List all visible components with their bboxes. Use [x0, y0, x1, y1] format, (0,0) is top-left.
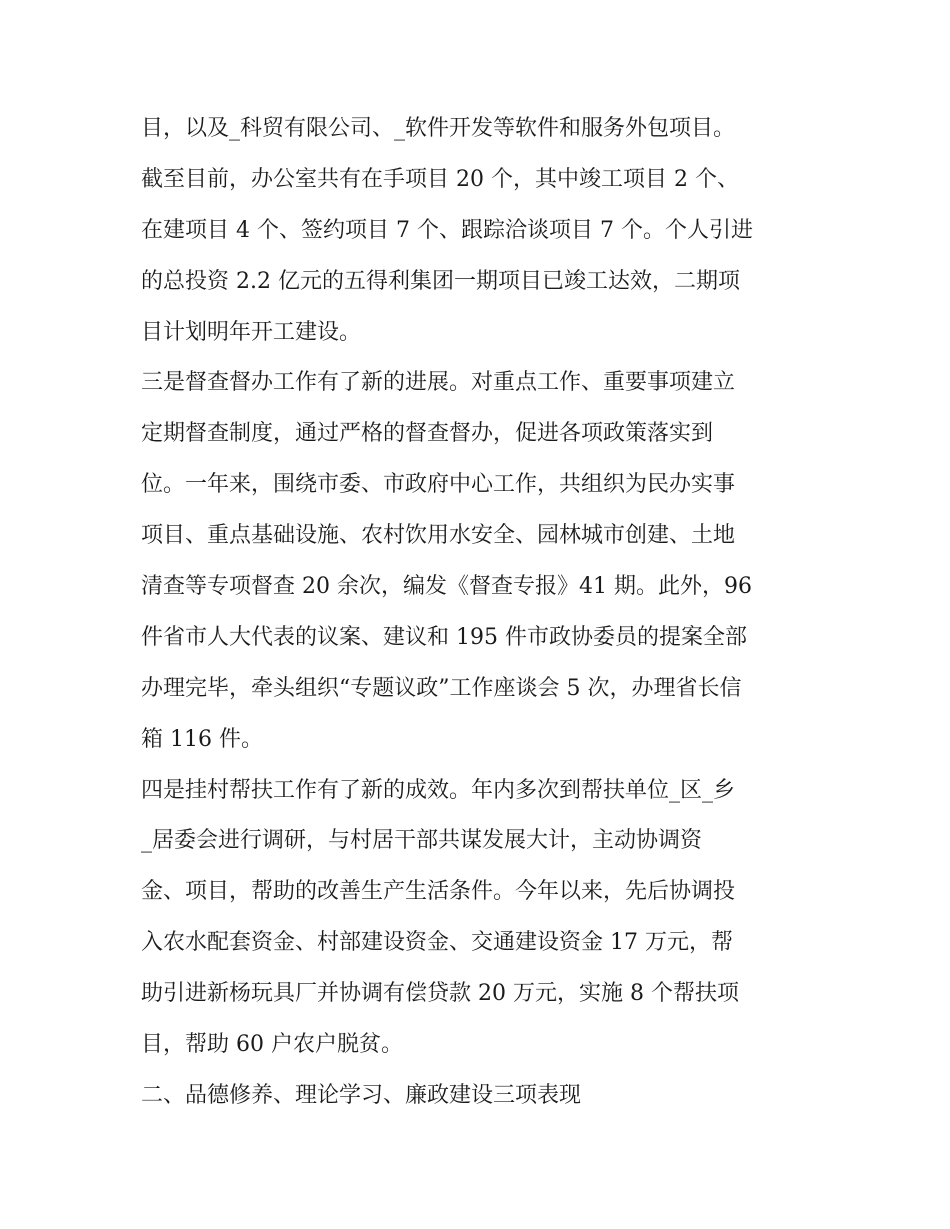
text-line-3: 在建项目 4 个、签约项目 7 个、跟踪洽谈项目 7 个。个人引进	[141, 217, 753, 243]
text-line-16: 金、项目，帮助的改善生产生活条件。今年以来，先后协调投	[141, 879, 736, 905]
text-line-19: 目，帮助 60 户农户脱贫。	[141, 1032, 403, 1058]
text-line-17: 入农水配套资金、村部建设资金、交通建设资金 17 万元，帮	[141, 930, 733, 956]
text-line-18: 助引进新杨玩具厂并协调有偿贷款 20 万元，实施 8 个帮扶项	[141, 981, 739, 1007]
text-line-5: 目计划明年开工建设。	[141, 319, 362, 345]
text-line-9: 项目、重点基础设施、农村饮用水安全、园林城市创建、土地	[141, 523, 736, 549]
text-line-10: 清查等专项督查 20 余次，编发《督查专报》41 期。此外，96	[141, 574, 752, 600]
text-line-14: 四是挂村帮扶工作有了新的成效。年内多次到帮扶单位_区_乡	[141, 777, 736, 803]
document-body	[141, 104, 821, 1122]
section-heading: 二、品德修养、理论学习、廉政建设三项表现	[141, 1082, 582, 1108]
text-line-4: 的总投资 2.2 亿元的五得利集团一期项目已竣工达效，二期项	[141, 268, 740, 294]
text-line-2: 截至目前，办公室共有在手项目 20 个，其中竣工项目 2 个、	[141, 166, 739, 192]
text-line-11: 件省市人大代表的议案、建议和 195 件市政协委员的提案全部	[141, 624, 747, 650]
text-line-6: 三是督查督办工作有了新的进展。对重点工作、重要事项建立	[141, 370, 736, 396]
text-line-15: _居委会进行调研，与村居干部共谋发展大计，主动协调资	[141, 828, 703, 854]
text-line-12: 办理完毕，牵头组织“专题议政”工作座谈会 5 次，办理省长信	[141, 675, 742, 701]
text-line-8: 位。一年来，围绕市委、市政府中心工作，共组织为民办实事	[141, 472, 736, 498]
text-line-13: 箱 116 件。	[141, 726, 263, 752]
text-line-7: 定期督查制度，通过严格的督查督办，促进各项政策落实到	[141, 421, 714, 447]
text-line-1: 目，以及_科贸有限公司、_软件开发等软件和服务外包项目。	[141, 116, 736, 141]
